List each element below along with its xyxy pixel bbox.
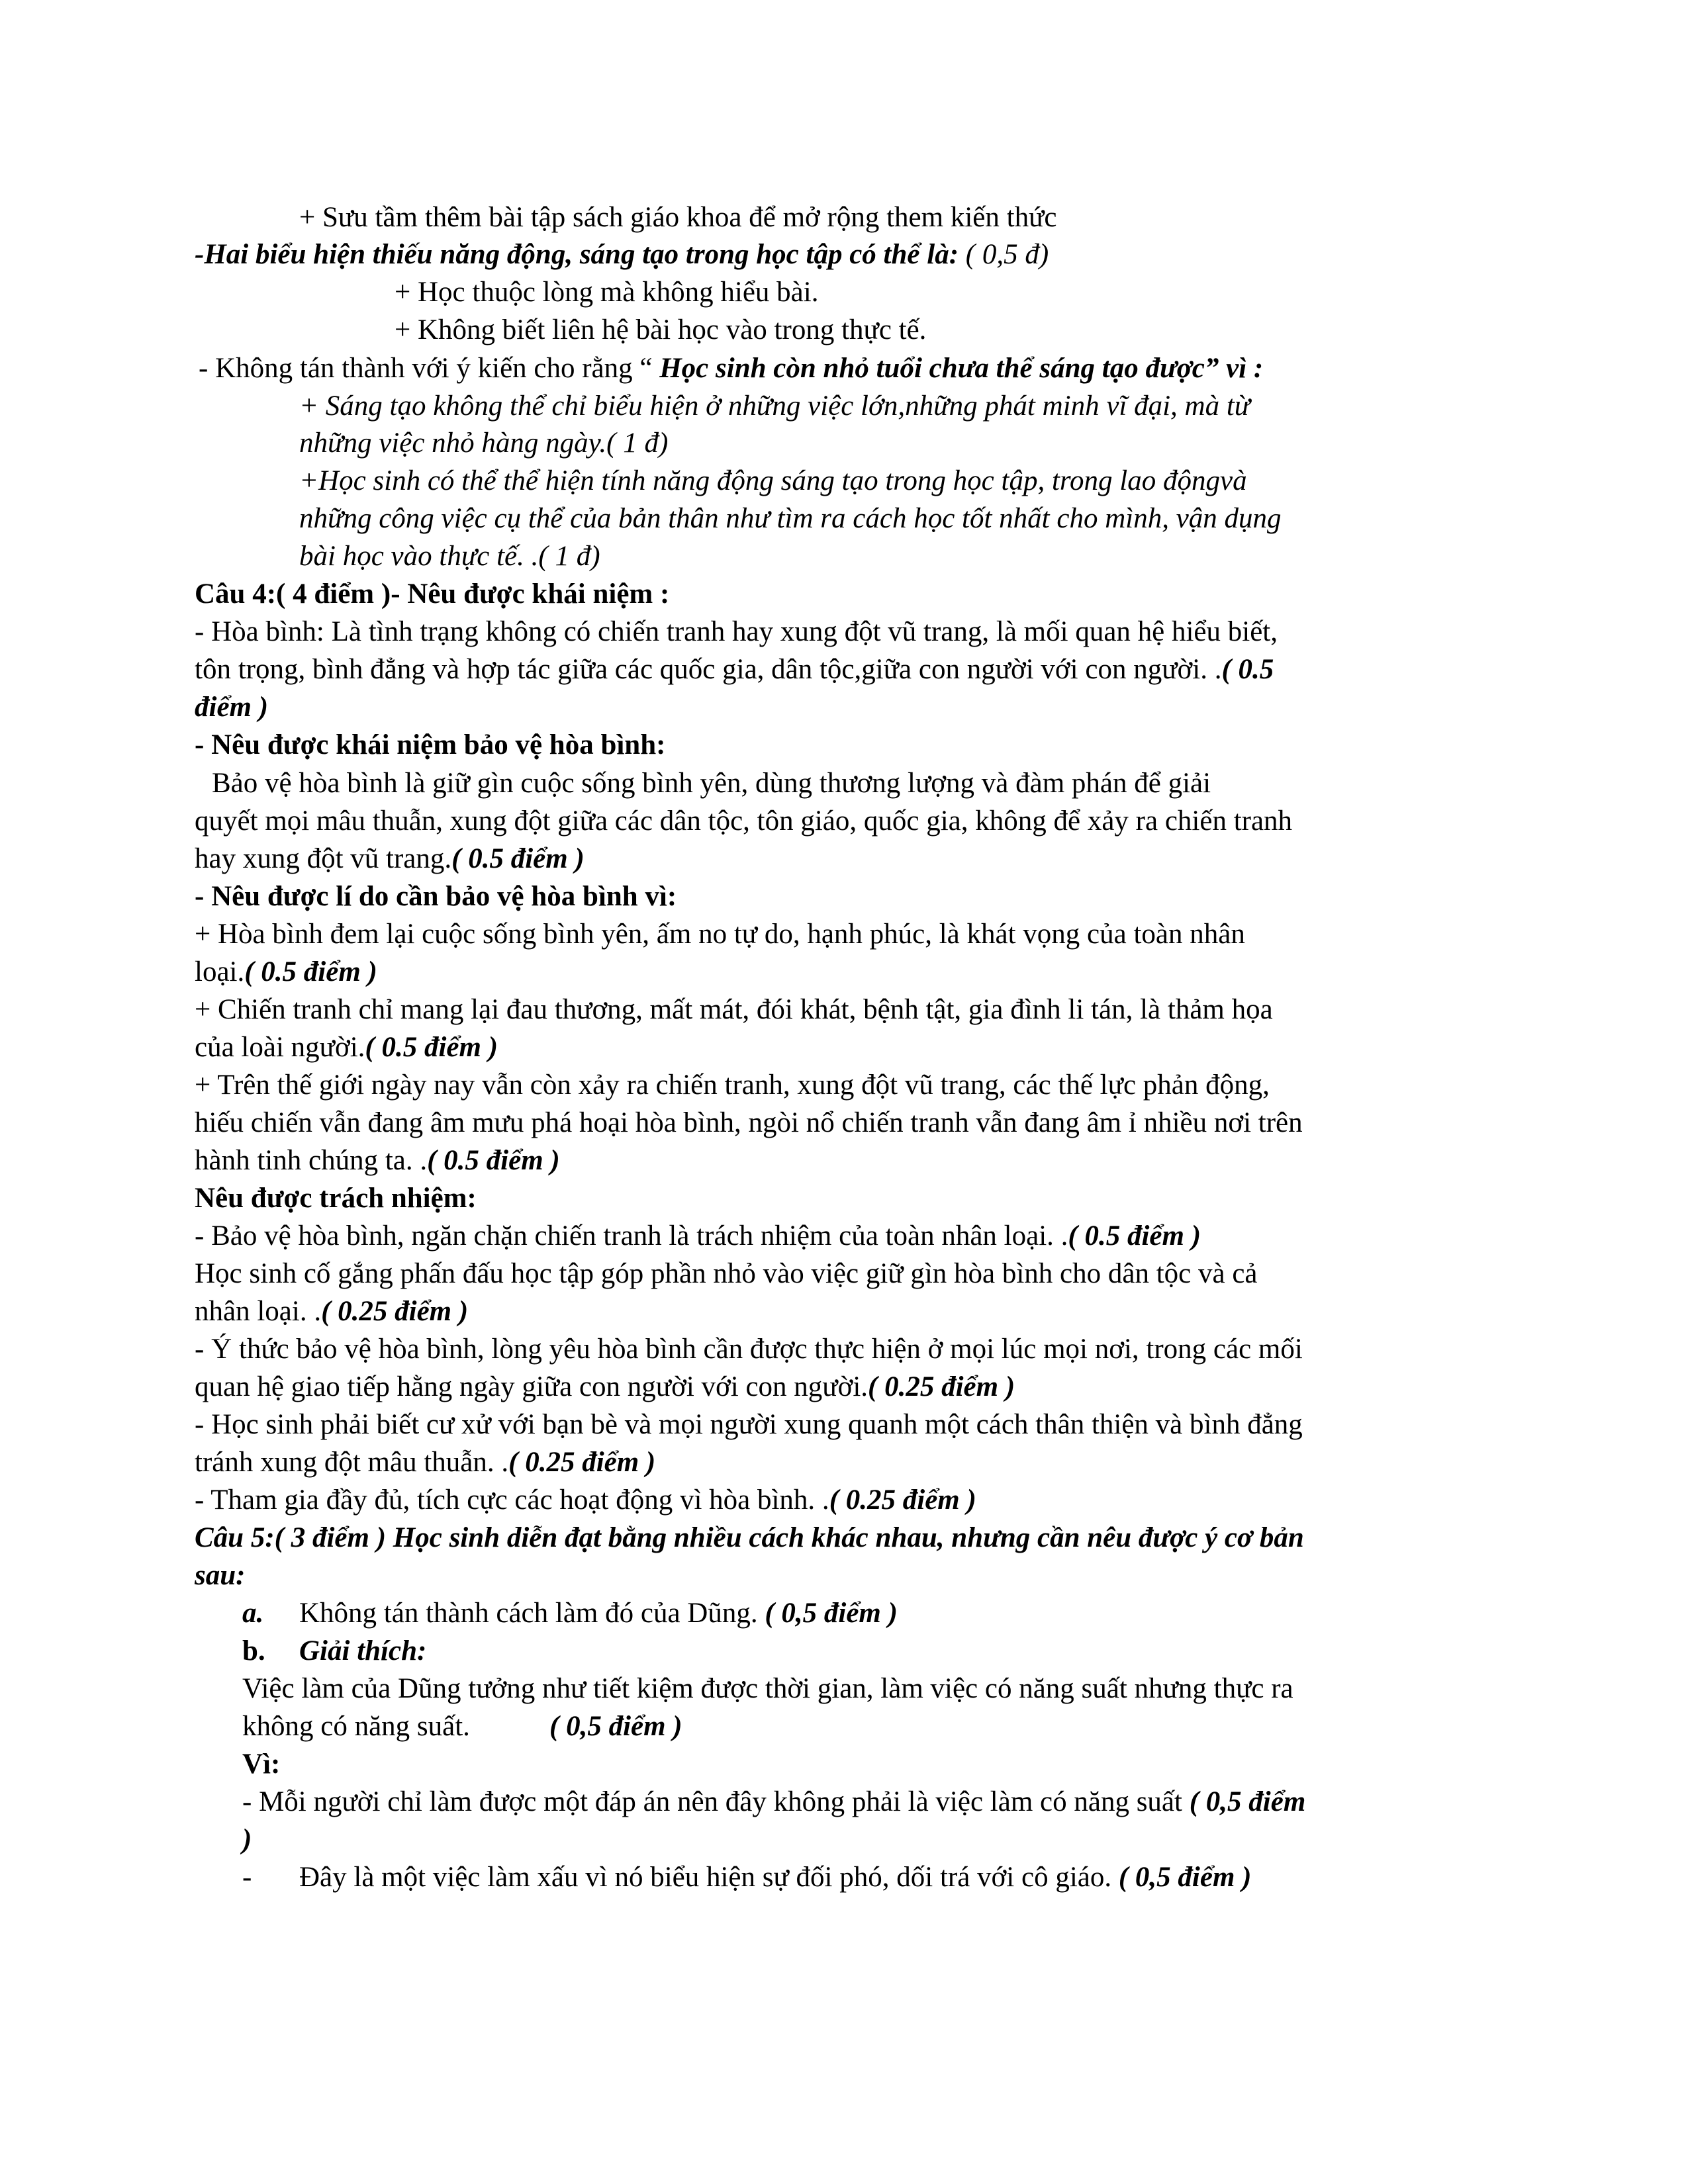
text-line — [195, 1217, 1201, 1255]
text-line: + Chiến tranh chỉ mang lại đau thương, mất mát, đói khát, bệnh tật, gia đình li tán, là thảm họa — [195, 994, 1273, 1025]
text-span: không có năng suất. — [242, 1711, 470, 1742]
sub-heading: Vì: — [242, 1749, 281, 1780]
text-line: - Hòa bình: Là tình trạng không có chiến tranh hay xung đột vũ trang, là mối quan hệ hiểu biết, — [195, 616, 1278, 647]
score-note: ( 0,5 điểm ) — [757, 1598, 898, 1629]
score-note: điểm ) — [195, 692, 269, 723]
text-line — [299, 1594, 898, 1632]
text-line: + Học thuộc lòng mà không hiểu bài. — [395, 277, 819, 308]
text-line: những việc nhỏ hàng ngày.( 1 đ) — [299, 428, 669, 459]
score-note: ( 0,5 đ) — [965, 239, 1049, 270]
text-line — [195, 840, 585, 878]
text-line — [195, 236, 1049, 273]
list-marker: - — [242, 1862, 252, 1893]
score-note: ( 0.25 điểm ) — [321, 1296, 469, 1327]
sub-heading: Nêu được trách nhiệm: — [195, 1183, 477, 1214]
text-line — [195, 1443, 655, 1481]
text-span: tôn trọng, bình đẳng và hợp tác giữa các quốc gia, dân tộc,giữa con người với con người. . — [195, 654, 1222, 685]
text-line: bài học vào thực tế. .( 1 đ) — [299, 541, 600, 572]
text-line — [242, 1594, 263, 1632]
score-note: ( 0.5 điểm ) — [427, 1145, 560, 1176]
text-line — [199, 349, 1263, 387]
score-note: ( 0.25 điểm ) — [508, 1447, 656, 1478]
text-span: của loài người. — [195, 1032, 365, 1063]
text-line — [195, 953, 377, 991]
text-line — [195, 1481, 976, 1519]
text-line — [195, 651, 1274, 688]
text-span: - Không tán thành với ý kiến cho rằng “ — [199, 353, 660, 384]
score-note: ( 0.25 điểm ) — [829, 1484, 976, 1516]
score-note: ( 0.5 điểm ) — [244, 956, 377, 987]
list-marker: b. — [242, 1635, 265, 1666]
text-line: + Không biết liên hệ bài học vào trong thực tế. — [395, 314, 927, 345]
section-heading: Câu 4:( 4 điểm )- Nêu được khái niệm : — [195, 578, 670, 610]
score-note: ( 0.25 điểm ) — [868, 1371, 1015, 1402]
heading-text: -Hai biểu hiện thiếu năng động, sáng tạo trong học tập có thể là: — [195, 239, 966, 270]
text-span: loại. — [195, 956, 245, 987]
sub-heading: Giải thích: — [299, 1635, 427, 1666]
text-line: + Trên thế giới ngày nay vẫn còn xảy ra chiến tranh, xung đột vũ trang, các thế lực phản động, — [195, 1069, 1270, 1101]
text-line — [242, 1783, 1305, 1821]
text-span: quan hệ giao tiếp hằng ngày giữa con người với con người. — [195, 1371, 868, 1402]
score-note: ) — [242, 1824, 252, 1855]
text-span: Đây là một việc làm xấu vì nó biểu hiện sự đối phó, dối trá với cô giáo. — [299, 1862, 1112, 1893]
text-span: - Mỗi người chỉ làm được một đáp án nên đây không phải là việc làm có năng suất — [242, 1786, 1182, 1817]
text-span: nhân loại. . — [195, 1296, 322, 1327]
score-note: ( 0,5 điểm ) — [1111, 1862, 1252, 1893]
text-line — [195, 1368, 1015, 1406]
text-span: - Tham gia đầy đủ, tích cực các hoạt động vì hòa bình. . — [195, 1484, 829, 1516]
text-line: quyết mọi mâu thuẫn, xung đột giữa các dân tộc, tôn giáo, quốc gia, không để xảy ra chiến tranh — [195, 805, 1293, 837]
text-line: + Sưu tầm thêm bài tập sách giáo khoa để mở rộng them kiến thức — [299, 202, 1057, 233]
text-span: hay xung đột vũ trang. — [195, 843, 452, 874]
score-note: ( 0.5 điểm ) — [1068, 1220, 1201, 1251]
text-line — [195, 1293, 468, 1330]
section-heading: sau: — [195, 1560, 246, 1591]
sub-heading: - Nêu được lí do cần bảo vệ hòa bình vì: — [195, 881, 677, 912]
score-note: ( 0,5 điểm ) — [549, 1711, 682, 1742]
text-line: + Sáng tạo không thể chỉ biểu hiện ở những việc lớn,những phát minh vĩ đại, mà từ — [299, 390, 1250, 422]
quote-text: Học sinh còn nhỏ tuổi chưa thể sáng tạo được” vì : — [659, 353, 1264, 384]
text-line — [242, 1707, 470, 1745]
text-line: Học sinh cố gắng phấn đấu học tập góp phần nhỏ vào việc giữ gìn hòa bình cho dân tộc và cả — [195, 1258, 1258, 1289]
list-marker: a. — [242, 1598, 264, 1629]
text-line: +Học sinh có thể thể hiện tính năng động sáng tạo trong học tập, trong lao độngvà — [299, 465, 1247, 496]
text-line: hiếu chiến vẫn đang âm mưu phá hoại hòa bình, ngòi nổ chiến tranh vẫn đang âm ỉ nhiều nơi trên — [195, 1107, 1303, 1138]
text-line: những công việc cụ thể của bản thân như tìm ra cách học tốt nhất cho mình, vận dụng — [299, 503, 1282, 534]
text-span: - Bảo vệ hòa bình, ngăn chặn chiến tranh là trách nhiệm của toàn nhân loại. . — [195, 1220, 1068, 1251]
text-line: Việc làm của Dũng tưởng như tiết kiệm được thời gian, làm việc có năng suất nhưng thực ra — [242, 1673, 1293, 1704]
section-heading: Câu 5:( 3 điểm ) Học sinh diễn đạt bằng nhiều cách khác nhau, nhưng cần nêu được ý cơ bản — [195, 1522, 1304, 1553]
score-note: ( 0.5 — [1221, 654, 1274, 685]
text-span: Không tán thành cách làm đó của Dũng. — [299, 1598, 758, 1629]
score-note: ( 0.5 điểm ) — [451, 843, 585, 874]
text-line — [195, 1142, 560, 1179]
sub-heading: - Nêu được khái niệm bảo vệ hòa bình: — [195, 729, 666, 760]
score-note: ( 0,5 điểm — [1182, 1786, 1306, 1817]
text-line: - Ý thức bảo vệ hòa bình, lòng yêu hòa bình cần được thực hiện ở mọi lúc mọi nơi, trong các mối — [195, 1334, 1303, 1365]
text-line — [299, 1858, 1251, 1896]
text-line: - Học sinh phải biết cư xử với bạn bè và mọi người xung quanh một cách thân thiện và bình đẳng — [195, 1409, 1303, 1440]
text-line — [195, 1028, 498, 1066]
text-line: Bảo vệ hòa bình là giữ gìn cuộc sống bình yên, dùng thương lượng và đàm phán để giải — [212, 768, 1211, 799]
score-note: ( 0.5 điểm ) — [365, 1032, 498, 1063]
text-line: + Hòa bình đem lại cuộc sống bình yên, ấm no tự do, hạnh phúc, là khát vọng của toàn nhân — [195, 919, 1245, 950]
text-span: hành tinh chúng ta. . — [195, 1145, 428, 1176]
text-span: tránh xung đột mâu thuẫn. . — [195, 1447, 509, 1478]
